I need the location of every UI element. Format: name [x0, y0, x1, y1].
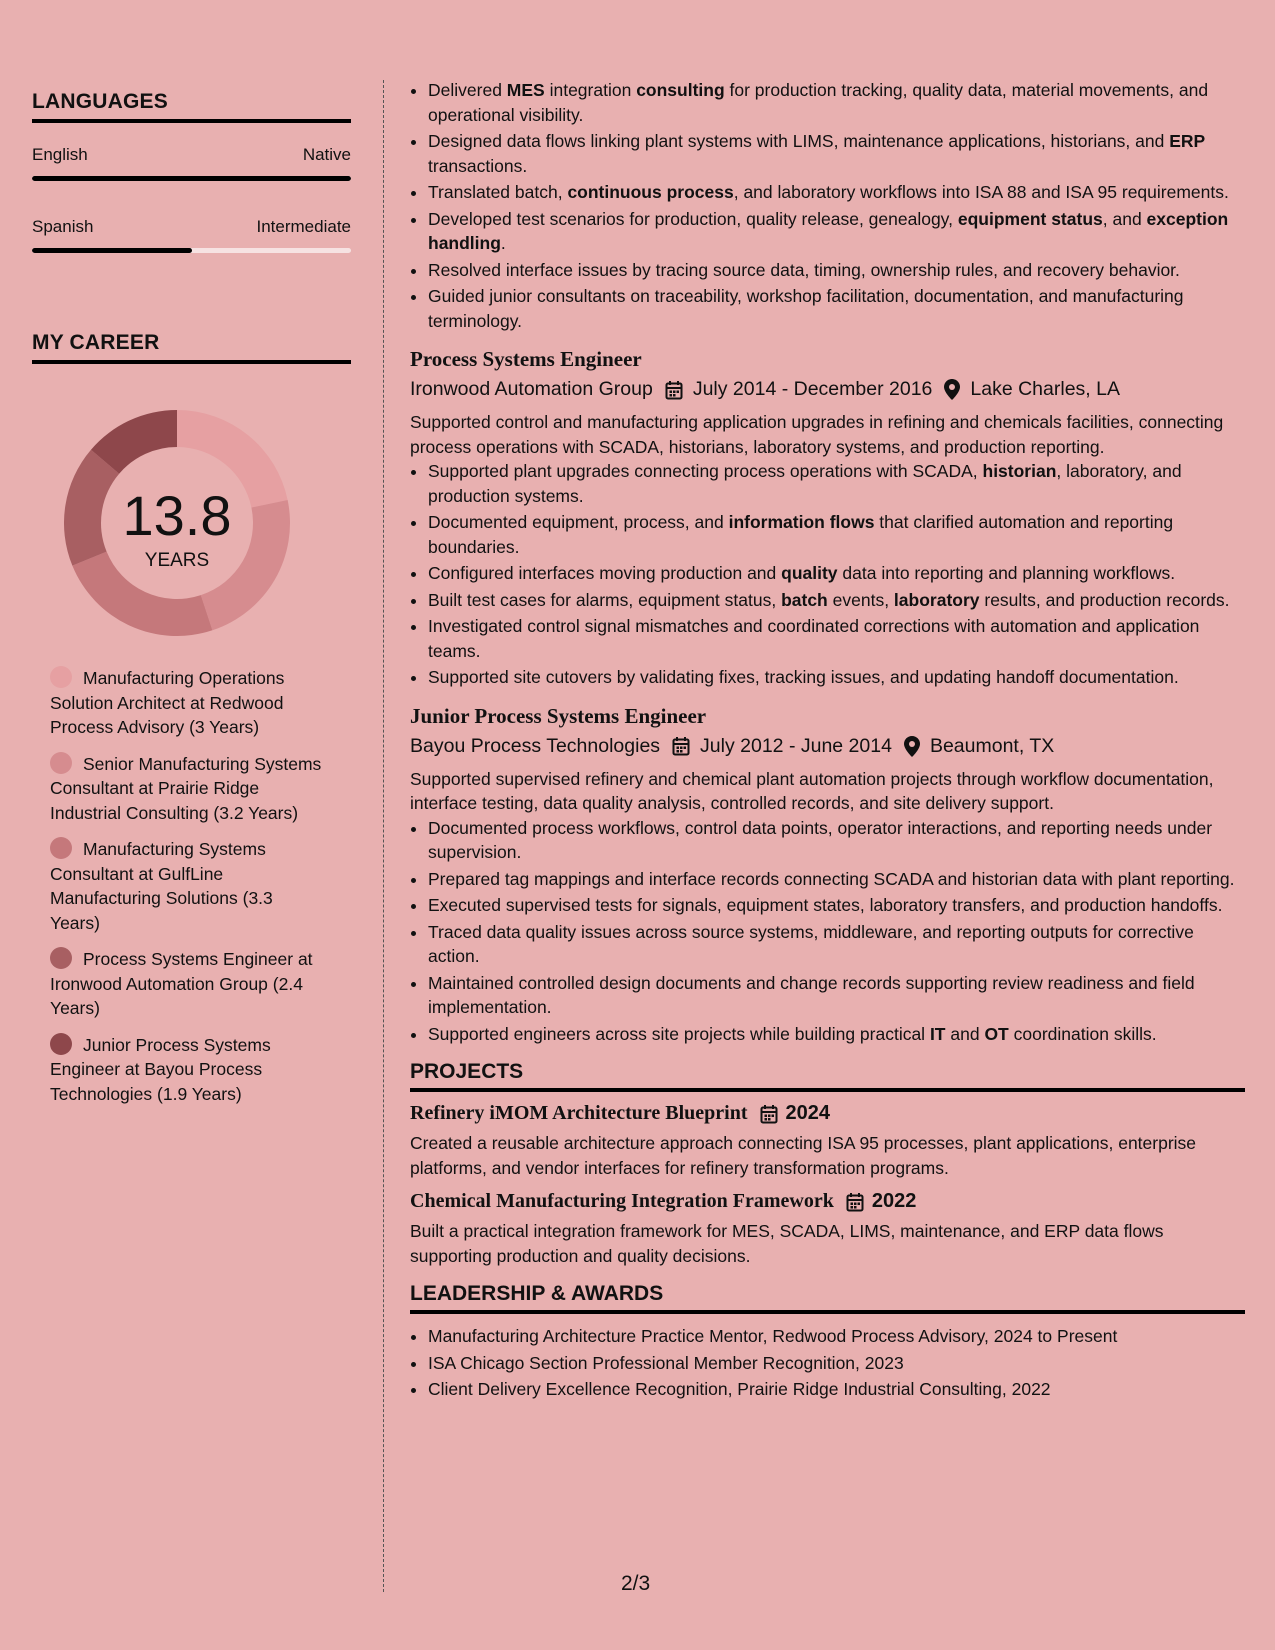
- project-title-row: [410, 1102, 1245, 1125]
- languages-list: [32, 145, 351, 253]
- bullet-item: • Supported site cutovers by validating fixes, tracking issues, and updating handoff documentation.: [428, 665, 1245, 690]
- location-pin-icon: [904, 736, 920, 757]
- job-description: Supported control and manufacturing application upgrades in refining and chemicals facilities, connecting process operations with SCADA, historians, laboratory systems, and production reporting.: [410, 412, 1224, 457]
- legend-text: Manufacturing Operations Solution Architect at Redwood Process Advisory (3 Years): [50, 668, 285, 737]
- bullet-item: • Guided junior consultants on traceability, workshop facilitation, documentation, and manufacturing terminology.: [428, 284, 1245, 333]
- job-location: Lake Charles, LA: [970, 378, 1120, 400]
- language-level: Intermediate: [256, 217, 351, 236]
- bullet-item: • Supported plant upgrades connecting process operations with SCADA, historian, laboratory, and production systems.: [428, 459, 1245, 508]
- legend-dot: [50, 837, 72, 859]
- bullet-item: • Documented process workflows, control data points, operator interactions, and reporting needs under supervision.: [428, 816, 1245, 865]
- job-entry: [410, 347, 1245, 690]
- legend-dot: [50, 752, 72, 774]
- language-name: Spanish: [32, 217, 94, 236]
- project-entry: [410, 1190, 1245, 1268]
- legend-text: Junior Process Systems Engineer at Bayou Process Technologies (1.9 Years): [50, 1034, 271, 1104]
- career-donut-center: [64, 410, 290, 636]
- bullet-item: • Developed test scenarios for production, quality release, genealogy, equipment status, and exception handling.: [428, 207, 1245, 256]
- job-dates: July 2014 - December 2016: [692, 378, 933, 400]
- job-meta: [410, 378, 1245, 401]
- bullet-item: • Investigated control signal mismatches and coordinated corrections with automation and application teams.: [428, 614, 1245, 663]
- bullet-item: • Supported engineers across site projects while building practical IT and OT coordination skills.: [428, 1022, 1245, 1047]
- legend-text: Manufacturing Systems Consultant at GulfLine Manufacturing Solutions (3.3 Years): [50, 839, 273, 933]
- legend-dot: [50, 1033, 72, 1055]
- career-legend: [50, 666, 325, 1106]
- language-level: Native: [302, 145, 351, 164]
- page-number: 2/3: [621, 1572, 651, 1595]
- job-bullets: [410, 459, 1245, 690]
- bullet-item: • Configured interfaces moving production and quality data into reporting and planning workflows.: [428, 561, 1245, 586]
- legend-text: Process Systems Engineer at Ironwood Automation Group (2.4 Years): [50, 949, 313, 1018]
- project-title-row: [410, 1190, 1245, 1213]
- language-proficiency-fill: [32, 248, 192, 253]
- language-proficiency-fill: [32, 176, 351, 181]
- career-legend-item: [50, 666, 325, 740]
- career-donut-chart: [32, 410, 351, 636]
- job-entry: [410, 704, 1245, 1047]
- job-company: Bayou Process Technologies: [410, 734, 661, 757]
- previous-job-bullets: [410, 78, 1245, 333]
- legend-dot: [50, 666, 72, 688]
- column-divider: [383, 80, 384, 1592]
- project-year: 2022: [871, 1190, 917, 1212]
- job-title: Process Systems Engineer: [410, 347, 642, 371]
- calendar-icon: [846, 1192, 864, 1212]
- project-description: Created a reusable architecture approach connecting ISA 95 processes, plant applications, enterprise platforms, and vendor interfaces for refinery transformation programs.: [410, 1133, 1197, 1178]
- location-pin-icon: [944, 379, 960, 400]
- language-item: [32, 145, 351, 181]
- bullet-item: • Designed data flows linking plant systems with LIMS, maintenance applications, historians, and ERP transactions.: [428, 129, 1245, 178]
- languages-heading: LANGUAGES: [32, 90, 351, 123]
- award-item: • ISA Chicago Section Professional Member Recognition, 2023: [428, 1351, 1245, 1376]
- awards-list: [410, 1324, 1245, 1402]
- bullet-item: • Resolved interface issues by tracing source data, timing, ownership rules, and recovery behavior.: [428, 258, 1245, 283]
- legend-dot: [50, 947, 72, 969]
- career-total-unit: YEARS: [144, 550, 210, 571]
- career-total-years: 13.8: [122, 484, 232, 547]
- left-sidebar: [32, 90, 351, 1118]
- career-legend-item: [50, 837, 325, 935]
- projects-heading: PROJECTS: [410, 1060, 1245, 1092]
- awards-heading: LEADERSHIP & AWARDS: [410, 1282, 1245, 1314]
- language-item: [32, 217, 351, 253]
- career-legend-item: [50, 1033, 325, 1107]
- project-description: Built a practical integration framework for MES, SCADA, LIMS, maintenance, and ERP data flows supporting production and quality decisions.: [410, 1221, 1164, 1266]
- career-legend-item: [50, 947, 325, 1021]
- bullet-item: • Traced data quality issues across source systems, middleware, and reporting outputs for corrective action.: [428, 920, 1245, 969]
- job-description: Supported supervised refinery and chemical plant automation projects through workflow documentation, interface testing, data quality analysis, controlled records, and site delivery support.: [410, 768, 1214, 813]
- legend-text: Senior Manufacturing Systems Consultant at Prairie Ridge Industrial Consulting (3.2 Years): [50, 753, 322, 823]
- bullet-item: • Delivered MES integration consulting for production tracking, quality data, material movements, and operational visibility.: [428, 78, 1245, 127]
- calendar-icon: [672, 736, 690, 756]
- project-name: Refinery iMOM Architecture Blueprint: [410, 1102, 748, 1124]
- job-location: Beaumont, TX: [929, 734, 1055, 757]
- bullet-item: • Translated batch, continuous process, and laboratory workflows into ISA 88 and ISA 95 requirements.: [428, 180, 1245, 205]
- career-legend-item: [50, 752, 325, 826]
- job-meta: [410, 735, 1245, 758]
- language-proficiency-bar: [32, 176, 351, 181]
- bullet-item: • Executed supervised tests for signals, equipment states, laboratory transfers, and production handoffs.: [428, 893, 1245, 918]
- job-bullets: [410, 816, 1245, 1047]
- calendar-icon: [665, 380, 683, 400]
- award-item: • Client Delivery Excellence Recognition, Prairie Ridge Industrial Consulting, 2022: [428, 1377, 1245, 1402]
- career-heading: MY CAREER: [32, 331, 351, 364]
- bullet-item: • Built test cases for alarms, equipment status, batch events, laboratory results, and production records.: [428, 588, 1245, 613]
- project-year: 2024: [785, 1102, 831, 1124]
- project-entry: [410, 1102, 1245, 1180]
- job-title: Junior Process Systems Engineer: [410, 703, 707, 728]
- bullet-item: • Prepared tag mappings and interface records connecting SCADA and historian data with plant reporting.: [428, 867, 1245, 892]
- award-item: • Manufacturing Architecture Practice Mentor, Redwood Process Advisory, 2024 to Present: [428, 1324, 1245, 1349]
- project-name: Chemical Manufacturing Integration Framework: [410, 1190, 834, 1212]
- bullet-item: • Maintained controlled design documents and change records supporting review readiness and field implementation.: [428, 971, 1245, 1020]
- job-company: Ironwood Automation Group: [410, 378, 653, 400]
- calendar-icon: [760, 1104, 778, 1124]
- main-content: [410, 78, 1245, 1404]
- language-proficiency-bar: [32, 248, 351, 253]
- job-dates: July 2012 - June 2014: [700, 734, 892, 757]
- bullet-item: • Documented equipment, process, and information flows that clarified automation and reporting boundaries.: [428, 510, 1245, 559]
- language-name: English: [32, 145, 88, 164]
